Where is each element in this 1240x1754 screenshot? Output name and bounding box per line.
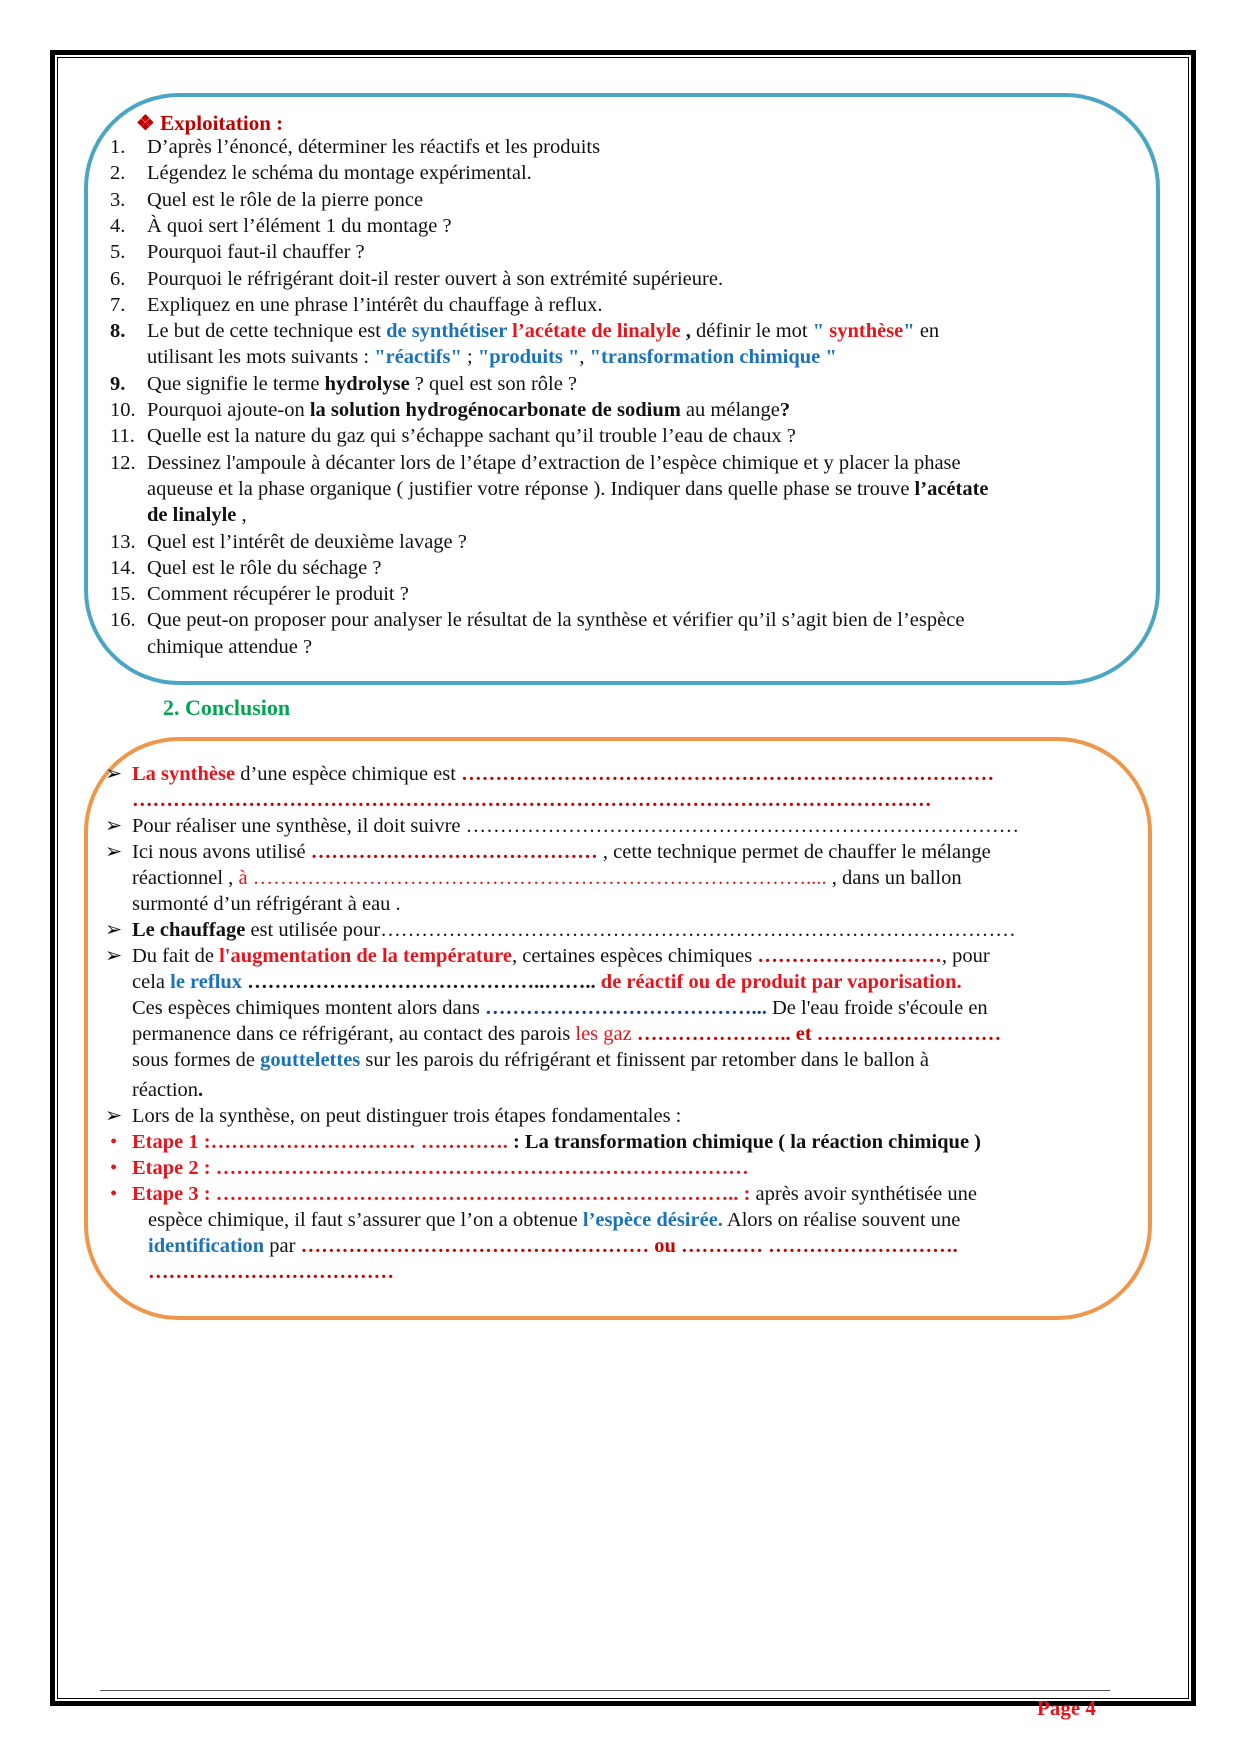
question-text [147,634,312,660]
text-segment: chimique attendue ? [147,635,313,658]
text-segment: l’espèce désirée. [582,1209,723,1231]
text-segment: Alors on réalise souvent une [722,1209,961,1231]
text-segment: synthèse [829,320,904,343]
text-segment: ; [461,346,478,369]
conclusion-text [148,1233,958,1259]
question-text [147,318,939,344]
text-segment: Lors de la synthèse, on peut distinguer trois étapes fondamentales : [132,1105,682,1127]
conclusion-text [132,1129,981,1155]
question-text [147,344,837,370]
question-number: 12. [110,451,136,474]
conclusion-text [132,761,994,787]
text-segment: espèce chimique, il faut s’assurer que l’on a obtenue [148,1209,583,1231]
bullet-icon: • [110,1131,118,1153]
text-segment: Légendez le schéma du montage expérimental. [147,162,532,185]
text-segment: sous formes de [132,1049,261,1071]
text-segment: ………………….. et ……………………… [631,1023,1002,1045]
text-segment: " [812,320,830,343]
text-segment: Quel est le rôle du séchage ? [147,556,382,579]
text-segment: Le chauffage [132,919,246,941]
text-segment: Quelle est la nature du gaz qui s’échappe sachant qu’il trouble l’eau de chaux ? [147,425,796,448]
text-segment: "produits " [477,346,580,369]
question-number: 16. [110,609,136,632]
exploitation-heading: ❖ Exploitation : [136,111,284,135]
text-segment: ……………………… [757,945,942,967]
question-text [147,266,723,292]
text-segment: gouttelettes [260,1049,361,1071]
question-number: 10. [110,399,136,421]
text-segment: , cette technique permet de chauffer le mélange [597,841,991,863]
text-segment: : La transformation chimique ( la réaction chimique ) [512,1131,981,1153]
text-segment: Etape 1 :………………………… …………. [132,1131,513,1153]
text-segment: …………………………………………………………………… [461,763,995,785]
text-segment: Expliquez en une phrase l’intérêt du chauffage à reflux. [147,293,603,316]
arrow-bullet-icon: ➢ [105,763,123,785]
conclusion-text [132,943,990,969]
text-segment: de synthétiser [386,320,513,343]
question-text [147,134,600,160]
text-segment: identification [148,1235,265,1257]
text-segment: ……………………………… [148,1261,394,1283]
question-number: 5. [110,241,126,264]
text-segment: Pour réaliser une synthèse, il doit suivre ……………………………………………………………………… [132,815,1020,837]
text-segment: . [198,1079,204,1101]
conclusion-heading: 2. Conclusion [163,695,291,720]
conclusion-text [132,1047,929,1073]
text-segment: Dessinez l'ampoule à décanter lors de l’étape d’extraction de l’espèce chimique et y placer la phase [147,451,961,474]
conclusion-text [132,839,991,865]
bullet-icon: • [110,1157,118,1179]
text-segment: …………………………………… [310,841,598,863]
text-segment: " [903,320,915,343]
text-segment: À quoi sert l’élément 1 du montage ? [147,214,452,237]
text-segment: ……………………………………………………………………….... [247,867,832,889]
text-segment: la solution hydrogénocarbonate de sodium [309,399,681,421]
text-segment: Que peut-on proposer pour analyser le résultat de la synthèse et vérifier qu’il s’agit bien de l’espèce [147,609,965,632]
text-segment: Pourquoi le réfrigérant doit-il rester ouvert à son extrémité supérieure. [147,267,724,290]
question-number: 3. [110,188,126,211]
text-segment: en [914,320,940,343]
conclusion-text [132,813,1019,839]
text-segment: ? quel est son rôle ? [409,372,578,395]
question-text [147,187,423,213]
arrow-bullet-icon: ➢ [105,1105,123,1127]
text-segment: Quel est l’intérêt de deuxième lavage ? [147,530,467,553]
text-segment: ……………………………………………………………………………………………………… [132,789,932,811]
text-segment: aqueuse et la phase organique ( justifier votre réponse ). Indiquer dans quelle phase se trouve [147,477,915,500]
text-segment: Etape 2 : …………………………………………………………………… [132,1157,749,1179]
text-segment: , pour [941,945,990,967]
text-segment: La synthèse [132,763,236,785]
text-segment: par [264,1235,301,1257]
question-number: 13. [110,530,136,553]
text-segment: Quel est le rôle de la pierre ponce [147,188,424,211]
arrow-bullet-icon: ➢ [105,815,123,837]
text-segment: Que signifie le terme [147,372,325,395]
question-number: 14. [110,556,136,579]
conclusion-text [132,865,962,891]
conclusion-text [132,1103,681,1129]
question-text [147,239,365,265]
text-segment: …………………………………………… ou ………… ………………………. [300,1235,958,1257]
text-segment: , certaines espèces chimiques [511,945,758,967]
conclusion-text [132,1077,203,1103]
text-segment: au mélange [680,399,780,421]
question-text [147,371,577,397]
text-segment: réactionnel , [132,867,239,889]
text-segment: Ici nous avons utilisé [132,841,311,863]
question-text [147,607,964,633]
question-number: 4. [110,214,126,237]
arrow-bullet-icon: ➢ [105,945,123,967]
text-segment: cela [132,971,171,993]
question-text [147,529,467,555]
text-segment: l’acétate [914,477,989,500]
page-number: Page 4 [1037,1696,1096,1720]
text-segment: est utilisée pour………………………………………………………………………………… [245,919,1016,941]
conclusion-text [132,1155,749,1181]
text-segment: utilisant les mots suivants : [147,346,375,369]
text-segment: , dans un ballon [831,867,962,889]
text-segment: Etape 3 : ………………………………………………………………….. : [132,1183,751,1205]
text-segment: permanence dans ce réfrigérant, au contact des parois [132,1023,576,1045]
text-segment: Pourquoi faut-il chauffer ? [147,241,365,264]
question-text [147,450,961,476]
question-number: 11. [110,425,135,448]
conclusion-text [132,917,1016,943]
text-segment: Ces espèces chimiques montent alors dans [132,997,485,1019]
text-segment: , [579,346,590,369]
text-segment: réaction [132,1079,199,1101]
question-text [147,555,382,581]
text-segment: d’une espèce chimique est [235,763,462,785]
question-number: 8. [110,320,126,343]
text-segment: de linalyle [147,504,237,527]
text-segment: …………………………………... [484,997,767,1019]
arrow-bullet-icon: ➢ [105,841,123,863]
conclusion-text [132,891,401,917]
text-segment: l’acétate de linalyle [512,320,681,343]
text-segment: hydrolyse [324,372,410,395]
question-number: 6. [110,267,126,290]
text-segment: De l'eau froide s'écoule en [766,997,988,1019]
text-segment: surmonté d’un réfrigérant à eau . [132,893,401,915]
text-segment: les gaz [575,1023,632,1045]
question-text [147,581,409,607]
text-segment: ……………………………………..…….. [242,971,601,993]
text-segment: D’après l’énoncé, déterminer les réactifs et les produits [147,136,601,158]
question-text [147,160,532,186]
conclusion-text [132,787,932,813]
text-segment: de réactif ou de produit par vaporisation. [600,971,962,993]
text-segment: Pourquoi ajoute-on [147,399,310,421]
text-segment: ? [779,399,791,421]
conclusion-text [148,1207,960,1233]
footer-line [100,1690,1110,1691]
text-segment: à [238,867,248,889]
text-segment: "transformation chimique " [589,346,837,369]
question-text [147,213,452,239]
text-segment: , [680,320,691,343]
question-text [147,397,790,423]
question-number: 2. [110,162,126,185]
conclusion-text [132,995,988,1021]
question-number: 9. [110,372,126,395]
text-segment: le reflux [170,971,243,993]
conclusion-text [132,1021,1001,1047]
text-segment: après avoir synthétisée une [750,1183,977,1205]
conclusion-text [148,1259,394,1285]
conclusion-text [132,969,962,995]
question-text [147,423,796,449]
conclusion-text [132,1181,977,1207]
question-number: 15. [110,583,136,606]
question-text [147,476,989,502]
text-segment: Comment récupérer le produit ? [147,583,409,606]
text-segment: "réactifs" [374,346,462,369]
text-segment: , [236,504,247,527]
question-text [147,292,603,318]
arrow-bullet-icon: ➢ [105,919,123,941]
text-segment: Du fait de [132,945,220,967]
question-text [147,502,247,528]
bullet-icon: • [110,1183,118,1205]
text-segment: définir le mot [690,320,813,343]
question-number: 1. [110,136,126,158]
text-segment: l'augmentation de la température [219,945,512,967]
question-number: 7. [110,293,126,316]
text-segment: sur les parois du réfrigérant et finissent par retomber dans le ballon à [360,1049,929,1071]
diamond-bullet-icon: ❖ [136,111,161,135]
text-segment: Le but de cette technique est [147,320,387,343]
